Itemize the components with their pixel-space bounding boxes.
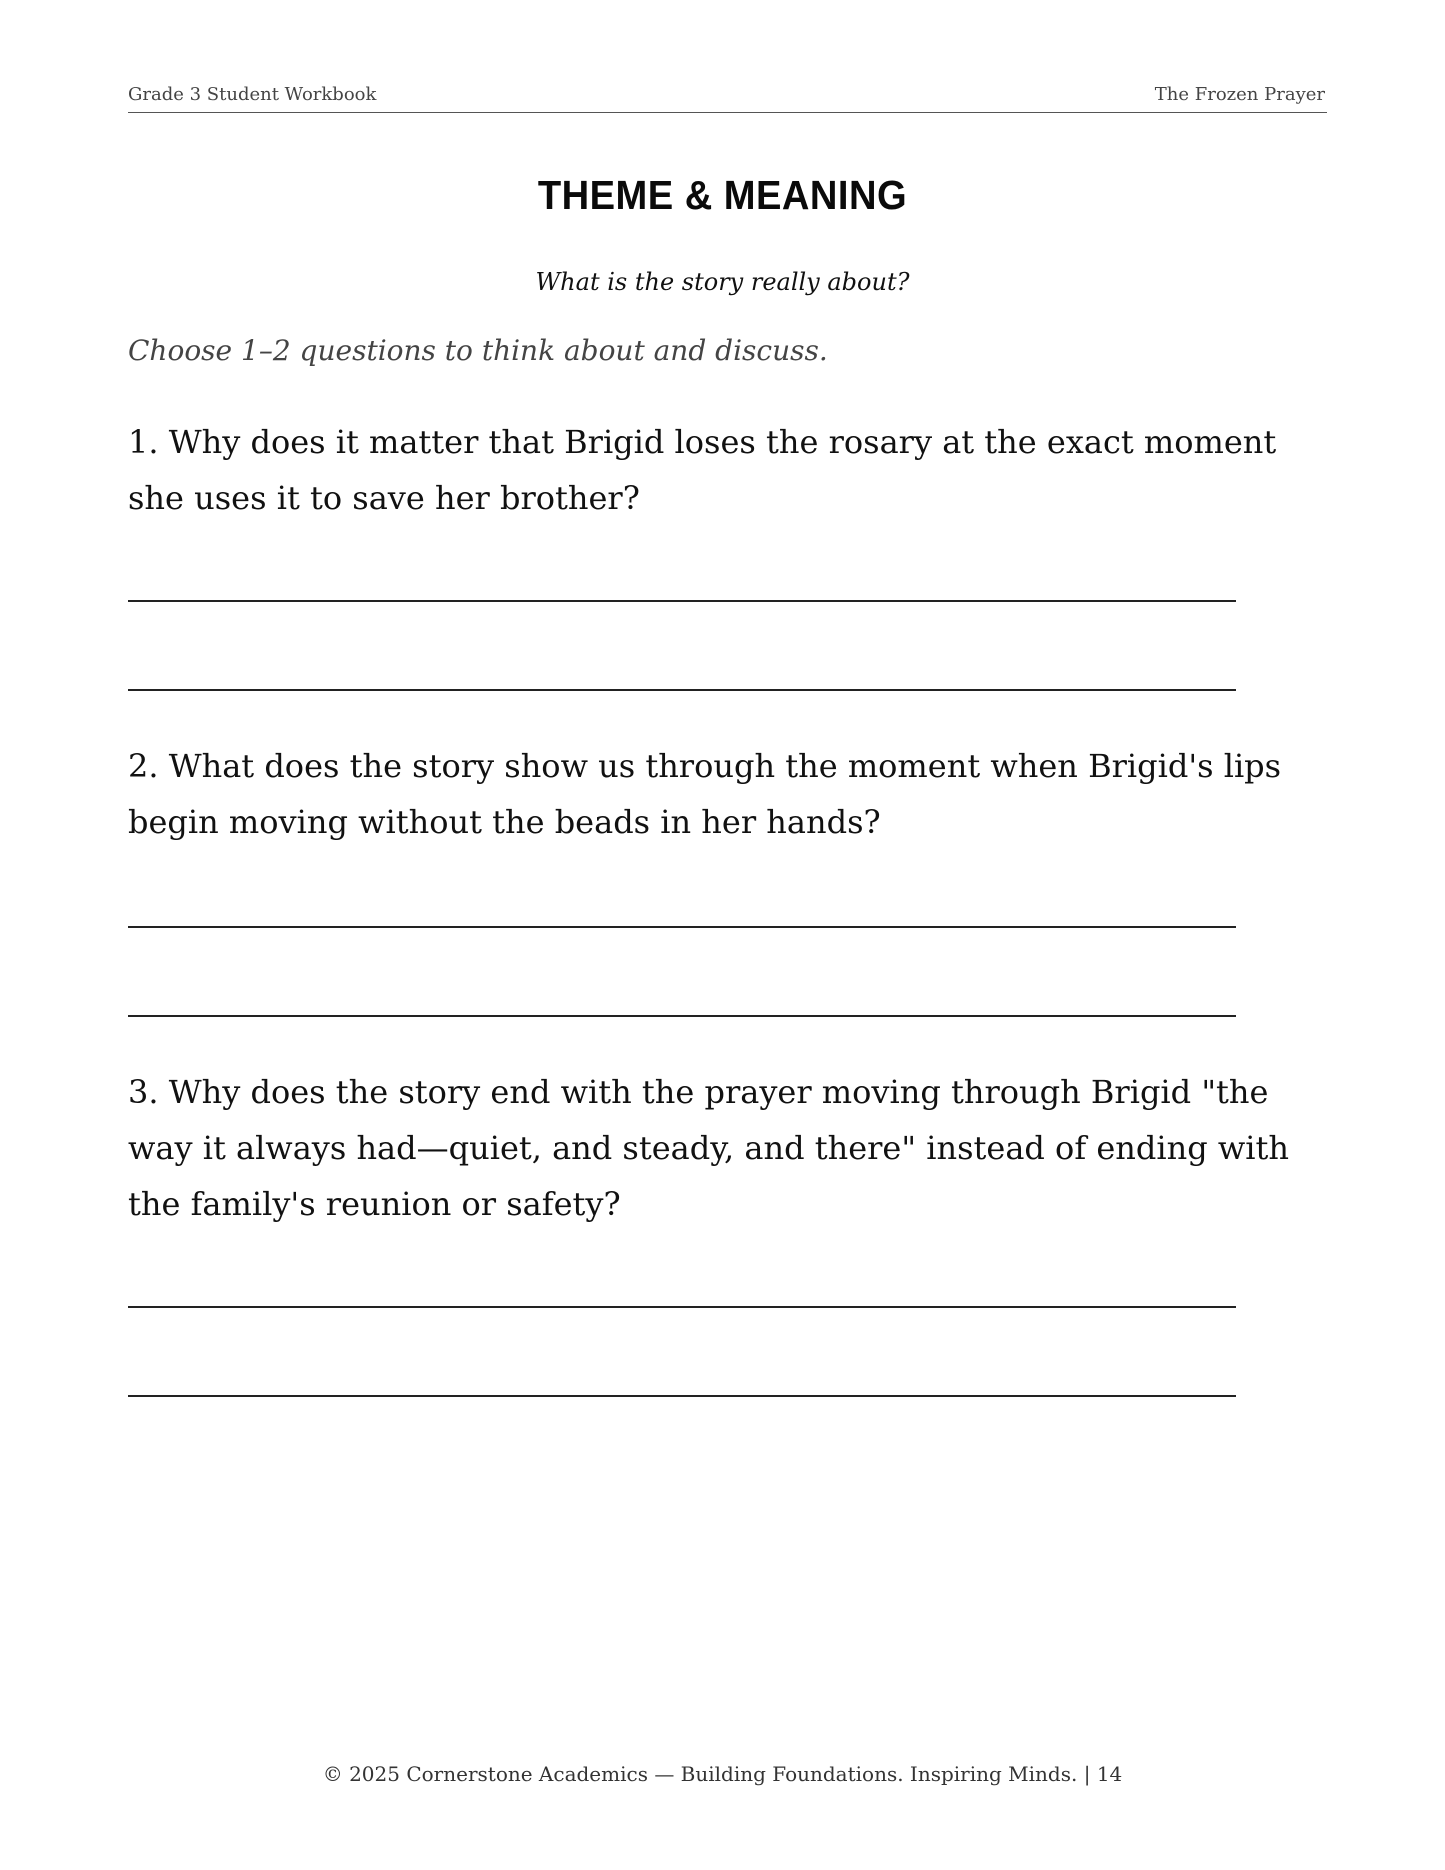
story-title-label: The Frozen Prayer — [1154, 84, 1325, 105]
answer-line-q2-2[interactable] — [128, 1015, 1236, 1017]
page-footer — [0, 1762, 1445, 1786]
page-subtitle: What is the story really about? — [535, 268, 910, 296]
answer-line-q1-1[interactable] — [128, 600, 1236, 602]
footer-separator: | — [1083, 1762, 1091, 1786]
answer-line-q1-2[interactable] — [128, 689, 1236, 691]
question-2: 2. What does the story show us through the moment when Brigid's lips begin moving without the beads in her hands? — [128, 747, 1282, 841]
workbook-label: Grade 3 Student Workbook — [128, 84, 377, 105]
instructions-text: Choose 1–2 questions to think about and discuss. — [128, 334, 828, 367]
answer-line-q3-1[interactable] — [128, 1306, 1236, 1308]
answer-line-q3-2[interactable] — [128, 1395, 1236, 1397]
page-number: 14 — [1096, 1762, 1123, 1786]
page-header — [128, 84, 1327, 113]
copyright-text: © 2025 Cornerstone Academics — Building Foundations. Inspiring Minds. — [322, 1762, 1078, 1786]
page-title: THEME & MEANING — [537, 172, 908, 218]
question-1: 1. Why does it matter that Brigid loses the rosary at the exact moment she uses it to save her brother? — [128, 423, 1277, 517]
answer-line-q2-1[interactable] — [128, 926, 1236, 928]
question-3: 3. Why does the story end with the prayer moving through Brigid "the way it always had—quiet, and steady, and there" instead of ending with the family's reunion or safety? — [128, 1073, 1289, 1223]
